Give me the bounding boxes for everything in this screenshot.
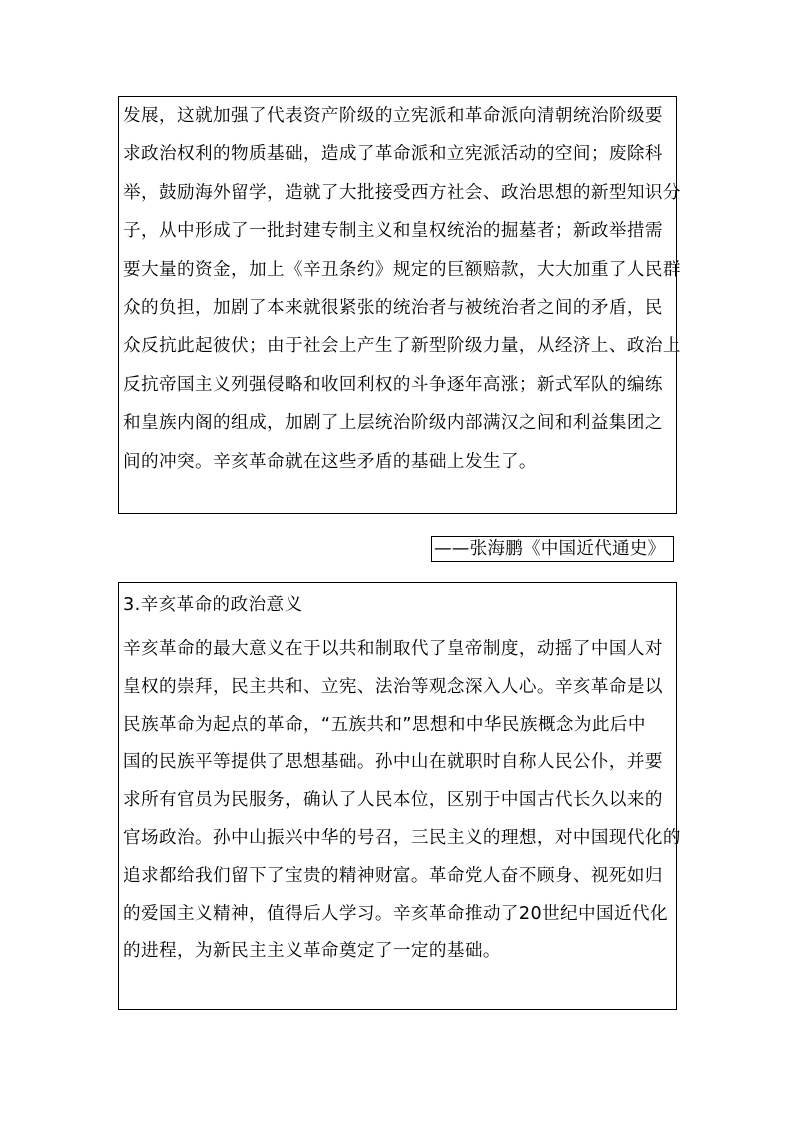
excerpt-line: 众反抗此起彼伏；由于社会上产生了新型阶级力量，从经济上、政治上 <box>123 336 681 357</box>
source-citation: ——张海鹏《中国近代通史》 <box>431 536 674 562</box>
section-3-line: 的进程，为新民主主义革命奠定了一定的基础。 <box>123 941 501 962</box>
section-3-box <box>118 582 681 1010</box>
section-3-paragraph <box>123 631 681 971</box>
excerpt-line: 子，从中形成了一批封建专制主义和皇权统治的掘墓者；新政举措需 <box>123 221 663 242</box>
section-3-heading: 3.辛亥革命的政治意义 <box>123 595 303 615</box>
section-3-line: 追求都给我们留下了宝贵的精神财富。革命党人奋不顾身、视死如归 <box>123 865 663 886</box>
excerpt-line: 求政治权利的物质基础，造成了革命派和立宪派活动的空间；废除科 <box>123 144 663 165</box>
section-3-line: 求所有官员为民服务，确认了人民本位，区别于中国古代长久以来的 <box>123 790 663 811</box>
section-3-line: 国的民族平等提供了思想基础。孙中山在就职时自称人民公仆，并要 <box>123 752 663 773</box>
excerpt-line: 发展，这就加强了代表资产阶级的立宪派和革命派向清朝统治阶级要 <box>123 106 663 126</box>
section-3-line: 官场政治。孙中山振兴中华的号召，三民主义的理想，对中国现代化的 <box>123 827 681 848</box>
excerpt-line: 举，鼓励海外留学，造就了大批接受西方社会、政治思想的新型知识分 <box>123 182 681 203</box>
section-3-line: 民族革命为起点的革命，“五族共和”思想和中华民族概念为此后中 <box>123 714 646 735</box>
excerpt-line: 要大量的资金，加上《辛丑条约》规定的巨额赔款，大大加重了人民群 <box>123 259 681 280</box>
excerpt-paragraph <box>123 97 681 481</box>
excerpt-line: 众的负担，加剧了本来就很紧张的统治者与被统治者之间的矛盾，民 <box>123 298 663 319</box>
excerpt-line: 间的冲突。辛亥革命就在这些矛盾的基础上发生了。 <box>123 451 537 472</box>
section-3-line: 皇权的崇拜，民主共和、立宪、法治等观念深入人心。辛亥革命是以 <box>123 676 663 697</box>
excerpt-line: 和皇族内阁的组成，加剧了上层统治阶级内部满汉之间和利益集团之 <box>123 413 663 434</box>
excerpt-line: 反抗帝国主义列强侵略和收回利权的斗争逐年高涨；新式军队的编练 <box>123 374 663 395</box>
excerpt-box <box>118 96 681 514</box>
section-3-line: 辛亥革命的最大意义在于以共和制取代了皇帝制度，动摇了中国人对 <box>123 639 663 659</box>
section-3-line: 的爱国主义精神，值得后人学习。辛亥革命推动了20世纪中国近代化 <box>123 903 669 924</box>
